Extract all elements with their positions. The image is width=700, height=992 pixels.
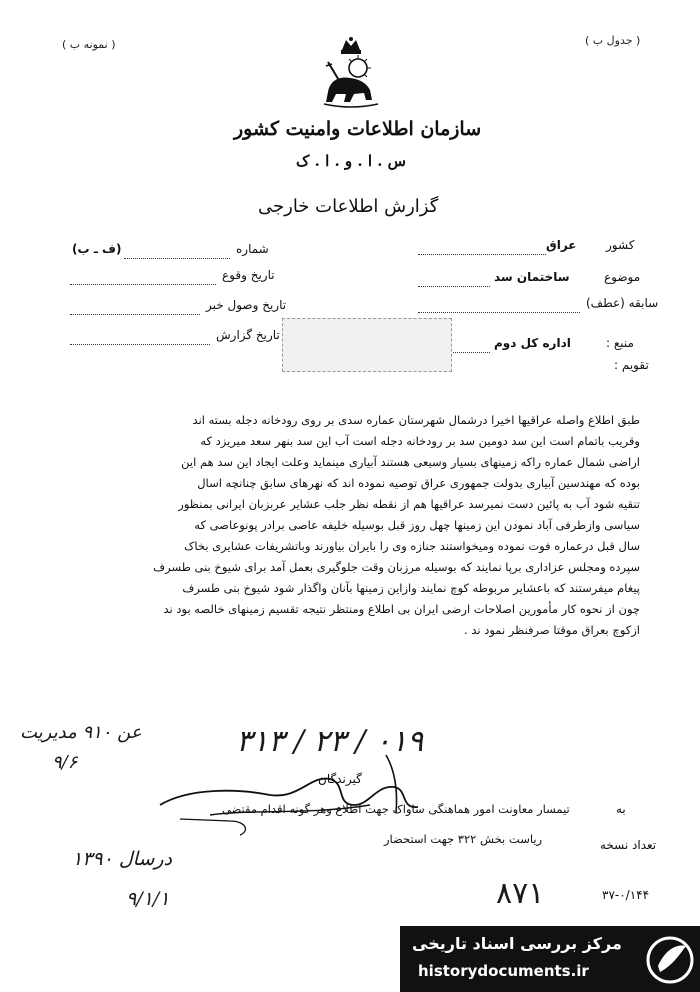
reference-code: ۳۷-۰/۱۴۴	[602, 888, 650, 902]
report-title: گزارش اطلاعات خارجی	[258, 196, 439, 217]
source-label: منبع :	[606, 336, 634, 350]
archive-watermark	[400, 926, 700, 992]
subject-label: موضوع	[604, 270, 641, 284]
signature-scribble-icon	[150, 735, 470, 845]
report-date-dotted-line	[70, 344, 210, 345]
receipt-date-dotted-line	[70, 314, 200, 315]
body-line: سپرده ومجلس عزاداری برپا نمایند که بوسیله مرزبان وقت جلوگیری بعمل آمد برای شیوخ بنی طسرف	[153, 560, 640, 574]
handwritten-file-number: ۳۱۳ / ۲۳ / ۰۱۹	[236, 724, 424, 759]
receipt-date-label: تاریخ وصول خبر	[206, 298, 287, 312]
precedent-dotted-line	[418, 312, 580, 313]
calendar-label: تقویم :	[614, 358, 649, 372]
archive-logo-icon	[644, 932, 696, 988]
report-body	[64, 410, 640, 641]
body-line: سیاسی وازطرفی آباد نمودن این زمینها چهل روز قبل بوسیله خلیفه عاصی برادر پونوعاصی که	[194, 518, 640, 532]
to-label: به	[616, 802, 626, 816]
lion-sun-emblem-icon	[320, 36, 382, 108]
body-line: چون از نحوه کار مأمورین اصلاحات ارضی ایران بی اطلاع ومنتظر نتیجه تقسیم زمینهای خالصه بود ند	[163, 602, 640, 616]
recipients-label: گیرندگان	[318, 772, 362, 786]
body-line: اراضی شمال عماره راکه زمینهای بسیار وسیعی هستند آبیاری مینماید وعلت ایجاد این سد هم این	[181, 455, 640, 469]
distribution-line: تیمسار معاونت امور هماهنگی ساواک جهت اطلاع وهر گونه اقدام مقتضی	[222, 802, 570, 816]
organization-name: سازمان اطلاعات وامنیت کشور	[234, 118, 482, 140]
handwritten-bottom-date: ۹/۱/۱	[126, 888, 170, 910]
handwritten-margin-date: ۹/۶	[52, 752, 78, 773]
body-line: سال قبل درعماره فوت نموده ومیخواستند جنازه وی را بایران بیاورند وباتشریفات عشایری بخاک	[184, 539, 640, 553]
precedent-label: سابقه (عطف)	[586, 296, 659, 310]
body-line: بوده که مهندسین آبیاری بدولت جمهوری عراق توصیه نموده اند که نهرهای سابق چنانچه اسال	[197, 476, 640, 490]
subject-value: ساختمان سد	[494, 270, 570, 284]
body-line: پیغام میفرستند که باعشایر مربوطه کوچ نمایند وازاین زمینها بآنان واگذار شود شیوخ بنی طسرف	[182, 581, 640, 595]
event-date-label: تاریخ وقوع	[222, 268, 275, 282]
event-date-dotted-line	[70, 284, 216, 285]
country-dotted-line	[418, 254, 546, 255]
body-line: تنقیه شود آب به پائین دست نمیرسد عراقیها هم از نقطه نظر جلب عشایر عربزبان ایرانی بمنظور	[178, 497, 640, 511]
redacted-stamp	[282, 318, 452, 372]
form-type-right: ( جدول ب )	[585, 34, 641, 47]
body-line: ازکوچ بعراق موقتا صرفنظر نمود ند .	[464, 623, 640, 637]
number-label: شماره	[236, 242, 269, 256]
number-dotted-line	[124, 258, 230, 259]
form-type-left: ( نمونه ب )	[62, 38, 116, 51]
handwritten-margin-note: عن ۹۱۰ مدیریت	[20, 722, 142, 743]
archive-website: historydocuments.ir	[418, 962, 589, 980]
handwritten-big-number: ۸۷۱	[496, 876, 545, 911]
report-date-label: تاریخ گزارش	[216, 328, 280, 342]
copies-line: ریاست بخش ۳۲۲ جهت استحضار	[384, 832, 543, 846]
country-label: کشور	[606, 238, 635, 252]
number-value: (ف ـ ب)	[72, 242, 122, 256]
source-value: اداره کل دوم	[494, 336, 571, 350]
country-value: عراق	[546, 238, 577, 252]
body-line: طبق اطلاع واصله عراقیها اخیرا درشمال شهرستان عماره سدی بر روی رودخانه دجله بسته اند	[192, 413, 640, 427]
archive-name: مرکز بررسی اسناد تاریخی	[412, 934, 622, 953]
copies-label: تعداد نسخه	[600, 838, 657, 852]
handwritten-bottom-note: درسال ۱۳۹۰	[72, 848, 173, 870]
organization-code: س . ا . و . ا . ک	[296, 152, 406, 170]
subject-dotted-line	[418, 286, 490, 287]
body-line: وقریب باتمام است این سد دومین سد بر رودخانه دجله است آب این سد بنهر سعد میریزد که	[200, 434, 640, 448]
